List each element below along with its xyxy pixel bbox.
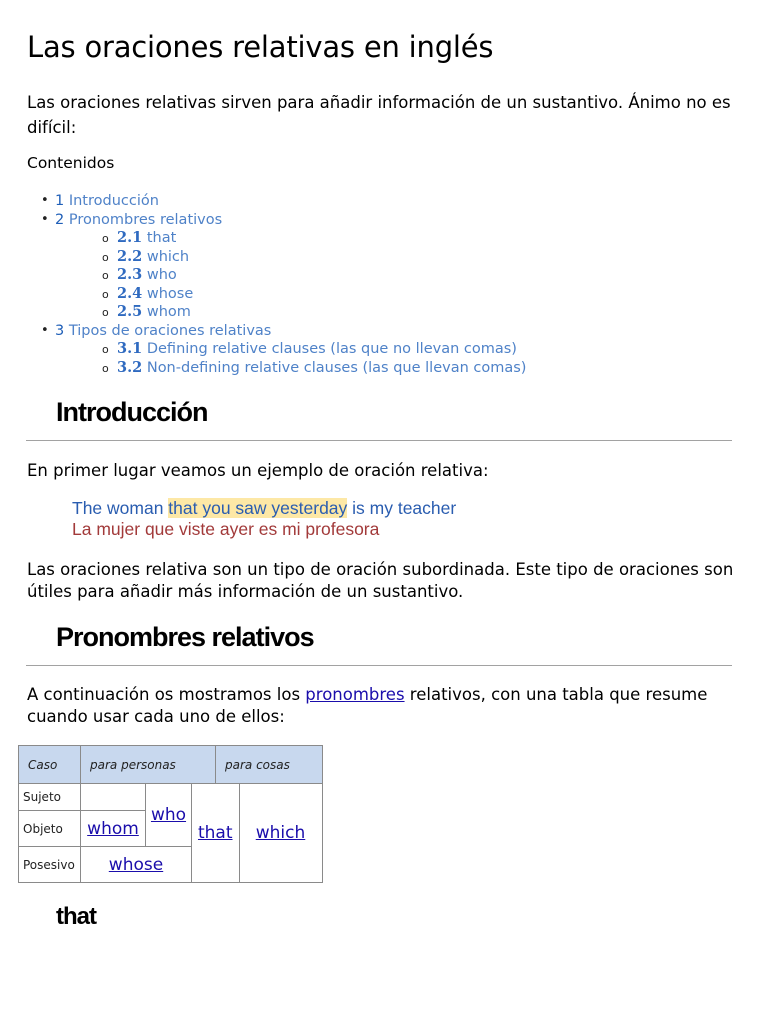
whose-link[interactable]: whose [108, 854, 164, 875]
cell-which [239, 784, 322, 883]
toc-title: Contenidos [27, 154, 115, 172]
pronouns-table [18, 745, 323, 883]
toc-link[interactable]: Defining relative clauses (las que no llevan comas) [146, 341, 517, 357]
toc-number: 3.2 [117, 358, 143, 376]
heading-divider [26, 440, 732, 441]
row-label-posesivo: Posesivo [19, 847, 81, 883]
heading-that: that [56, 903, 96, 930]
intro-body-text: Las oraciones relativa son un tipo de oración subordinada. Este tipo de oraciones son útiles para añadir más información de un sustantivo. [27, 560, 734, 601]
toc-subitem-whose[interactable] [55, 285, 526, 304]
intro-paragraph: Las oraciones relativas sirven para añadir información de un sustantivo. Ánimo no es difícil: [27, 93, 731, 137]
which-link[interactable]: which [255, 823, 306, 843]
toc-number: 2.2 [117, 247, 143, 265]
toc-link[interactable]: Introducción [68, 193, 159, 209]
example-english [72, 498, 456, 519]
pronombres-text [27, 684, 737, 728]
heading-divider [26, 665, 732, 666]
pronombres-link[interactable]: pronombres [305, 685, 405, 704]
toc-number: 2 [55, 211, 65, 228]
toc-number: 3.1 [117, 340, 143, 357]
that-link[interactable]: that [197, 823, 233, 843]
cell-whom [81, 811, 146, 847]
toc-item-introduccion[interactable] [55, 192, 526, 211]
row-label-objeto: Objeto [19, 811, 81, 847]
cell-that [192, 784, 240, 883]
intro-lead-text: En primer lugar veamos un ejemplo de oración relativa: [27, 461, 489, 480]
toc-item-pronombres[interactable] [55, 211, 526, 230]
whom-link[interactable]: whom [87, 818, 139, 839]
empty-cell [81, 784, 146, 811]
toc-link[interactable]: who [146, 267, 177, 283]
toc-subitem-who[interactable] [55, 266, 526, 285]
header-cosas: para cosas [216, 746, 323, 784]
toc-number: 2.1 [117, 229, 143, 246]
heading-introduccion: Introducción [56, 397, 208, 427]
toc-link[interactable]: that [146, 230, 177, 246]
example-en-start: The woman [72, 498, 169, 518]
cell-whose [81, 847, 192, 883]
toc-number: 2.4 [117, 284, 143, 302]
toc-number: 1 [55, 193, 65, 209]
pronombres-text-start: A continuación os mostramos los [27, 685, 306, 704]
toc-item-tipos[interactable] [55, 322, 526, 341]
page-title: Las oraciones relativas en inglés [27, 30, 494, 64]
toc-link[interactable]: Non-defining relative clauses (las que llevan comas) [146, 359, 527, 376]
cell-who [146, 784, 192, 847]
heading-pronombres: Pronombres relativos [56, 622, 314, 652]
toc-subitem-which[interactable] [55, 248, 526, 267]
toc-subitem-that[interactable] [55, 229, 526, 248]
toc-number: 3 [55, 322, 65, 339]
who-link[interactable]: who [150, 805, 187, 825]
example-block [72, 498, 456, 540]
example-en-end: is my teacher [347, 498, 457, 518]
header-caso: Caso [19, 746, 81, 784]
toc-link[interactable]: which [146, 248, 190, 265]
example-highlight: that you saw yesterday [168, 498, 348, 518]
table-of-contents [55, 192, 526, 377]
pronombres-text-end: relativos, con una tabla que resume cuando usar cada uno de ellos: [27, 685, 708, 726]
toc-link[interactable]: Tipos de oraciones relativas [68, 322, 272, 339]
toc-link[interactable]: Pronombres relativos [68, 211, 223, 228]
toc-link[interactable]: whom [146, 304, 191, 320]
toc-subitem-whom[interactable] [55, 303, 526, 322]
toc-number: 2.5 [117, 303, 143, 320]
header-personas: para personas [81, 746, 216, 784]
row-label-sujeto: Sujeto [19, 784, 81, 811]
example-spanish: La mujer que viste ayer es mi profesora [72, 519, 380, 539]
toc-subitem-defining[interactable] [55, 340, 526, 359]
toc-link[interactable]: whose [146, 285, 194, 302]
toc-number: 2.3 [117, 266, 143, 283]
toc-subitem-non-defining[interactable] [55, 359, 526, 378]
